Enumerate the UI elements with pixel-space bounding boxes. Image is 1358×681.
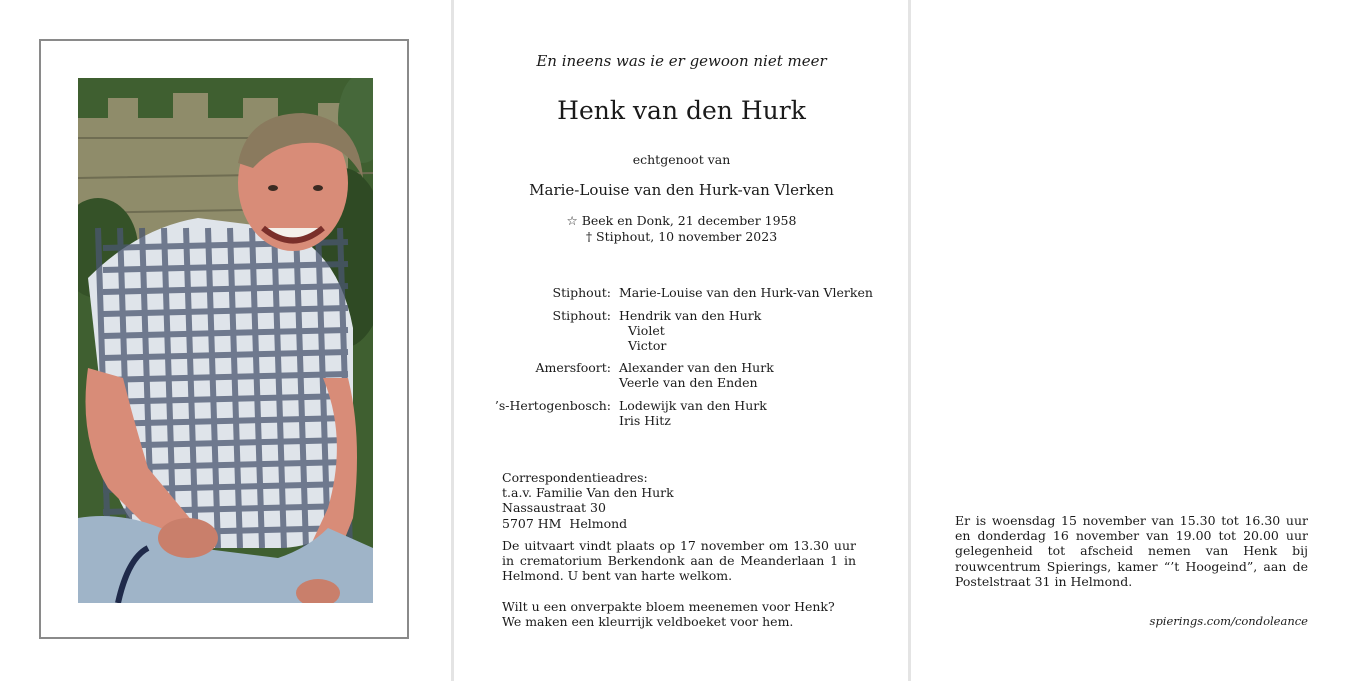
family-member: Lodewijk van den Hurk — [619, 398, 767, 413]
card-inside-panel — [455, 0, 908, 681]
family-member: Hendrik van den Hurk — [619, 308, 762, 323]
portrait-photo — [78, 78, 373, 603]
panel-divider — [908, 0, 911, 681]
card-front-panel — [0, 0, 451, 681]
family-names — [619, 308, 761, 354]
birth-line: ☆ Beek en Donk, 21 december 1958 — [566, 213, 797, 228]
family-member: Violet — [628, 323, 665, 339]
deceased-name: Henk van den Hurk — [557, 96, 806, 125]
flowers-line: Wilt u een onverpakte bloem meenemen voor Henk? — [502, 599, 835, 614]
flowers-request — [502, 599, 835, 629]
address-line: t.a.v. Familie Van den Hurk — [502, 485, 674, 501]
address-line: 5707 HM Helmond — [502, 515, 628, 531]
funeral-notice: De uitvaart vindt plaats op 17 november om 13.30 uur in crematorium Berkendonk aan de Meanderlaan 1 in Helmond. U bent van harte welkom. — [502, 538, 856, 584]
portrait-image — [78, 78, 373, 603]
family-names — [619, 285, 873, 300]
family-names — [619, 360, 774, 390]
family-member: Veerle van den Enden — [619, 375, 758, 391]
family-member: Victor — [628, 338, 667, 354]
family-member: Alexander van den Hurk — [619, 360, 774, 375]
life-dates — [455, 213, 908, 244]
correspondence-address — [502, 470, 674, 531]
card-back-panel — [912, 0, 1358, 681]
family-member: Iris Hitz — [619, 413, 671, 429]
family-place: ’s-Hertogenbosch: — [494, 398, 611, 413]
visitation-notice: Er is woensdag 15 november van 15.30 tot 16.30 uur en donderdag 16 november van 19.00 tot 20.00 uur gelegenheid tot afscheid nemen van Henk bij rouwcentrum Spierings, kamer “’t Hoogeind”, aan de Postelstraat 31 in Helmond. — [955, 513, 1308, 589]
spouse-intro: echtgenoot van — [632, 152, 731, 167]
flowers-line: We maken een kleurrijk veldboeket voor hem. — [502, 614, 794, 630]
spouse-name: Marie-Louise van den Hurk-van Vlerken — [529, 181, 834, 199]
panel-divider — [451, 0, 454, 681]
family-place: Stiphout: — [552, 308, 611, 323]
condolence-link[interactable]: spierings.com/condoleance — [1149, 614, 1308, 628]
family-member: Marie-Louise van den Hurk-van Vlerken — [619, 285, 873, 300]
death-line: † Stiphout, 10 november 2023 — [585, 228, 778, 244]
address-line: Nassaustraat 30 — [502, 500, 606, 516]
family-place: Amersfoort: — [535, 360, 611, 375]
family-place: Stiphout: — [552, 285, 611, 300]
address-heading: Correspondentieadres: — [502, 470, 648, 485]
tagline: En ineens was ie er gewoon niet meer — [536, 52, 827, 70]
family-names — [619, 398, 767, 428]
